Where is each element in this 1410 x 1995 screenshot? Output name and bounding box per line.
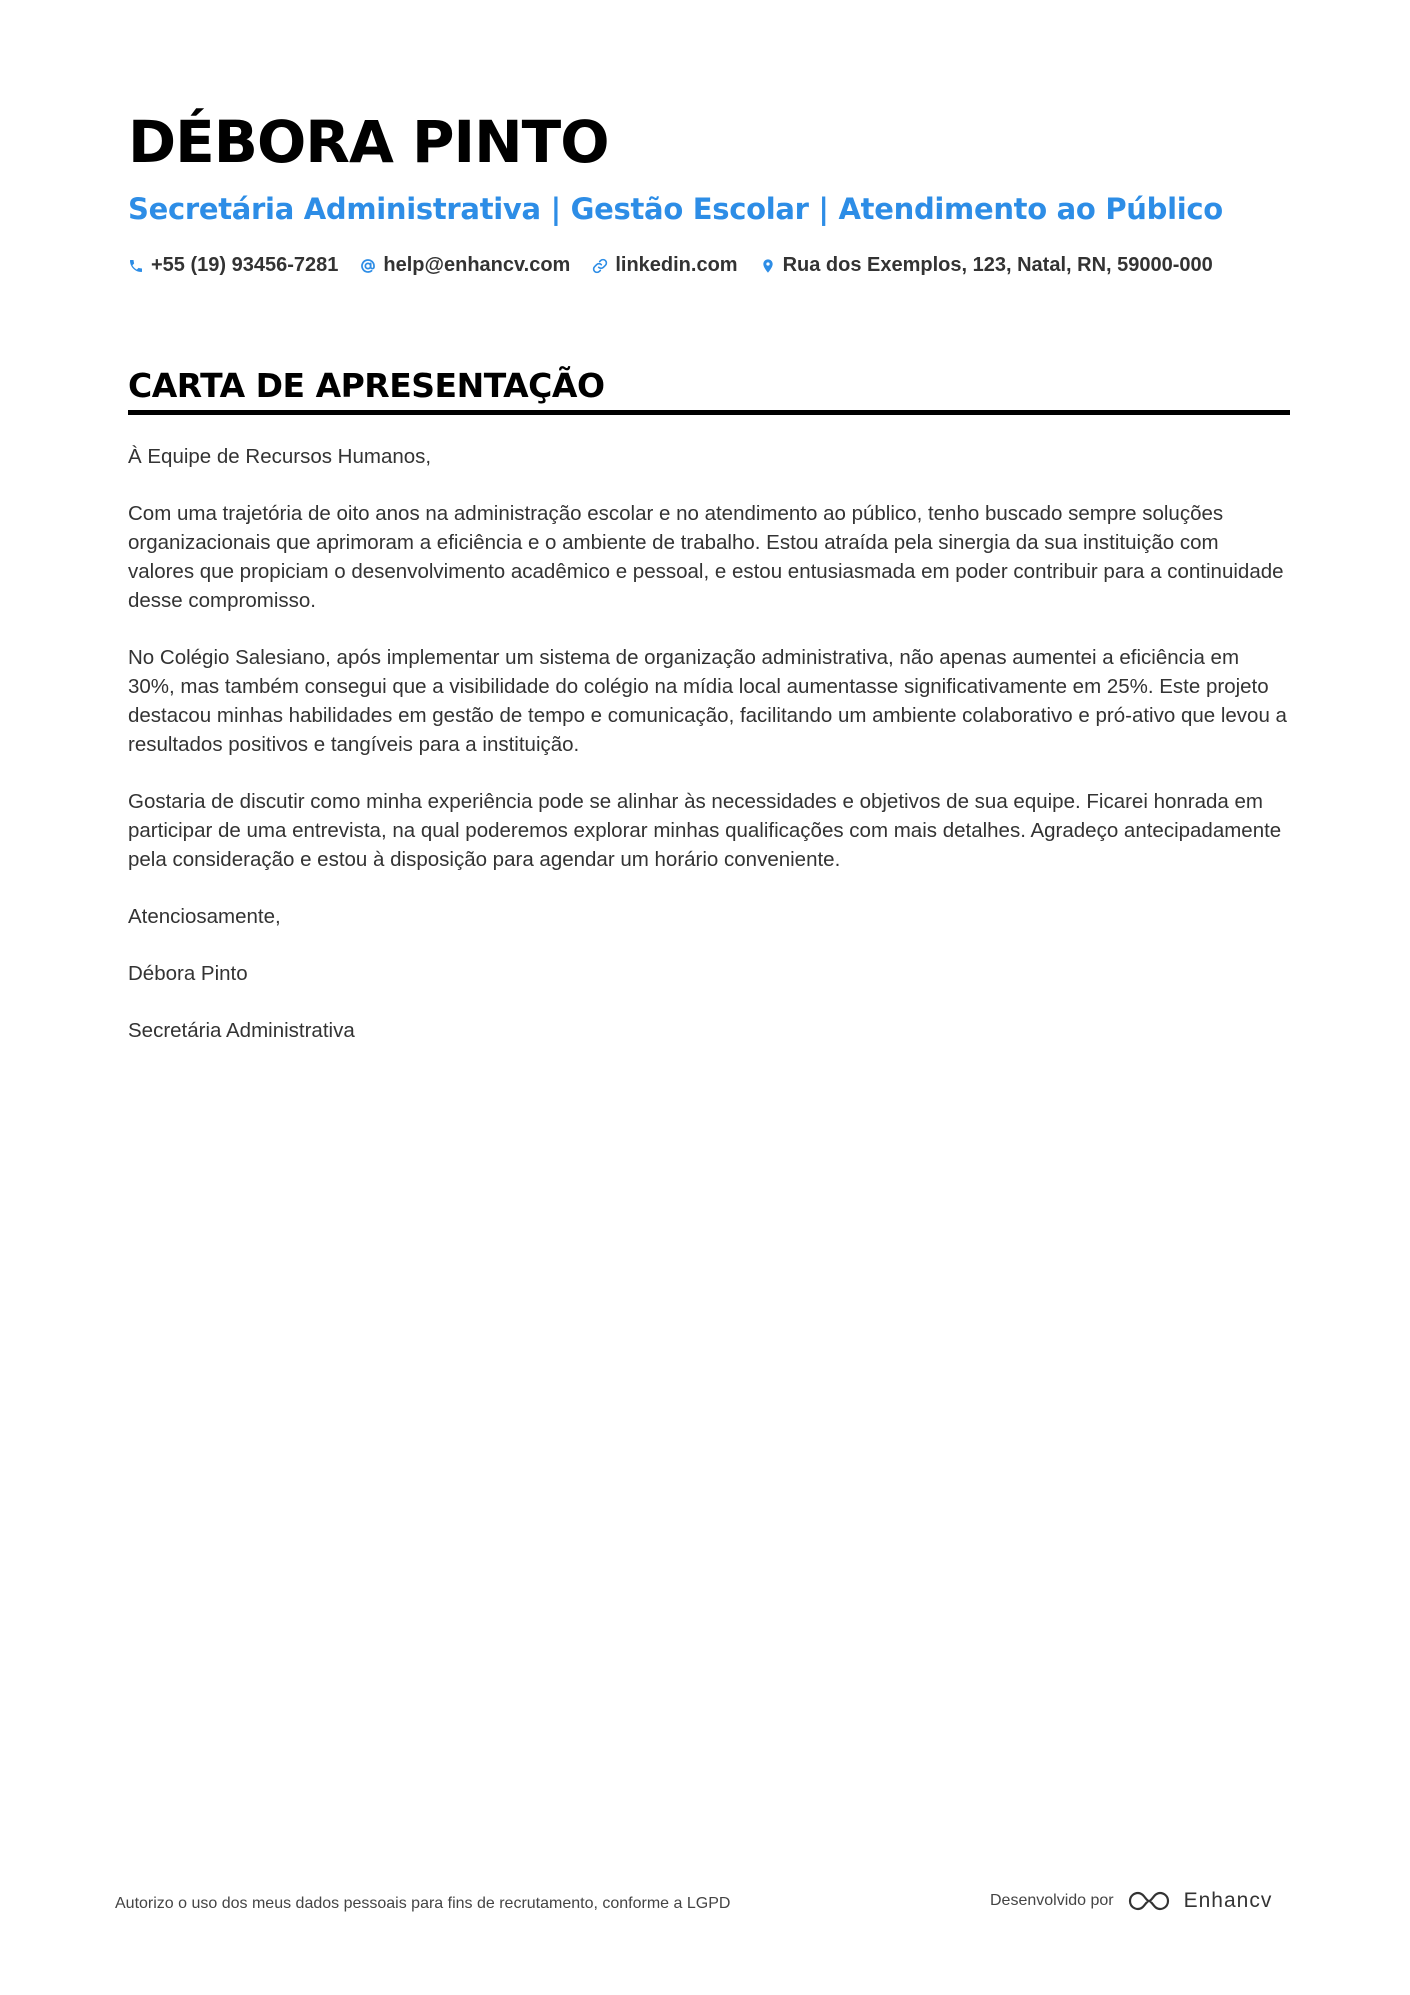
contact-email-text: help@enhancv.com xyxy=(383,254,571,276)
section-title: CARTA DE APRESENTAÇÃO xyxy=(128,366,605,405)
consent-note: Autorizo o uso dos meus dados pessoais para fins de recrutamento, conforme a LGPD xyxy=(115,1895,731,1912)
letter-closing: Atenciosamente, xyxy=(128,905,281,928)
phone-icon xyxy=(128,258,144,274)
enhancv-logo-icon xyxy=(1126,1888,1172,1914)
letter-paragraph-1: Com uma trajetória de oito anos na administração escolar e no atendimento ao público, tenho buscado sempre soluções organizacionais que aprimoram a eficiência e o ambiente de trabalho. Estou atraída pela sinergia da sua instituição com valores que propiciam o desenvolvimento acadêmico e pessoal, e estou entusiasmada em poder contribuir para a continuidade desse compromisso. xyxy=(128,502,1284,612)
letter-signature-name: Débora Pinto xyxy=(128,962,248,985)
link-icon xyxy=(592,258,608,274)
contact-phone-text: +55 (19) 93456-7281 xyxy=(151,254,339,276)
contact-linkedin-text: linkedin.com xyxy=(615,254,738,276)
contact-address xyxy=(760,254,1213,277)
contact-email[interactable] xyxy=(360,254,570,277)
letter-paragraph-3: Gostaria de discutir como minha experiência pode se alinhar às necessidades e objetivos de sua equipe. Ficarei honrada em participar de uma entrevista, na qual poderemos explorar minhas qualificações com mais detalhes. Agradeço antecipadamente pela consideração e estou à disposição para agendar um horário conveniente. xyxy=(128,790,1282,871)
map-pin-icon xyxy=(760,258,776,274)
contact-bar xyxy=(128,254,1235,277)
contact-phone[interactable] xyxy=(128,254,338,277)
candidate-name: DÉBORA PINTO xyxy=(128,108,609,176)
letter-salutation: À Equipe de Recursos Humanos, xyxy=(128,445,432,468)
contact-address-text: Rua dos Exemplos, 123, Natal, RN, 59000-000 xyxy=(782,254,1213,276)
letter-body xyxy=(128,442,1290,1073)
candidate-tagline: Secretária Administrativa | Gestão Escolar | Atendimento ao Público xyxy=(128,192,1223,226)
letter-paragraph-2: No Colégio Salesiano, após implementar um sistema de organização administrativa, não apenas aumentei a eficiência em 30%, mas também consegui que a visibilidade do colégio na mídia local aumentasse significativamente em 25%. Este projeto destacou minhas habilidades em gestão de tempo e comunicação, facilitando um ambiente colaborativo e pró-ativo que levou a resultados positivos e tangíveis para a instituição. xyxy=(128,646,1287,756)
section-divider xyxy=(128,410,1290,415)
powered-by[interactable] xyxy=(990,1888,1272,1914)
at-icon xyxy=(360,258,376,274)
enhancv-brand: Enhancv xyxy=(1183,1889,1273,1912)
powered-by-label: Desenvolvido por xyxy=(990,1892,1114,1909)
letter-signature-title: Secretária Administrativa xyxy=(128,1019,355,1042)
contact-linkedin[interactable] xyxy=(592,254,737,277)
